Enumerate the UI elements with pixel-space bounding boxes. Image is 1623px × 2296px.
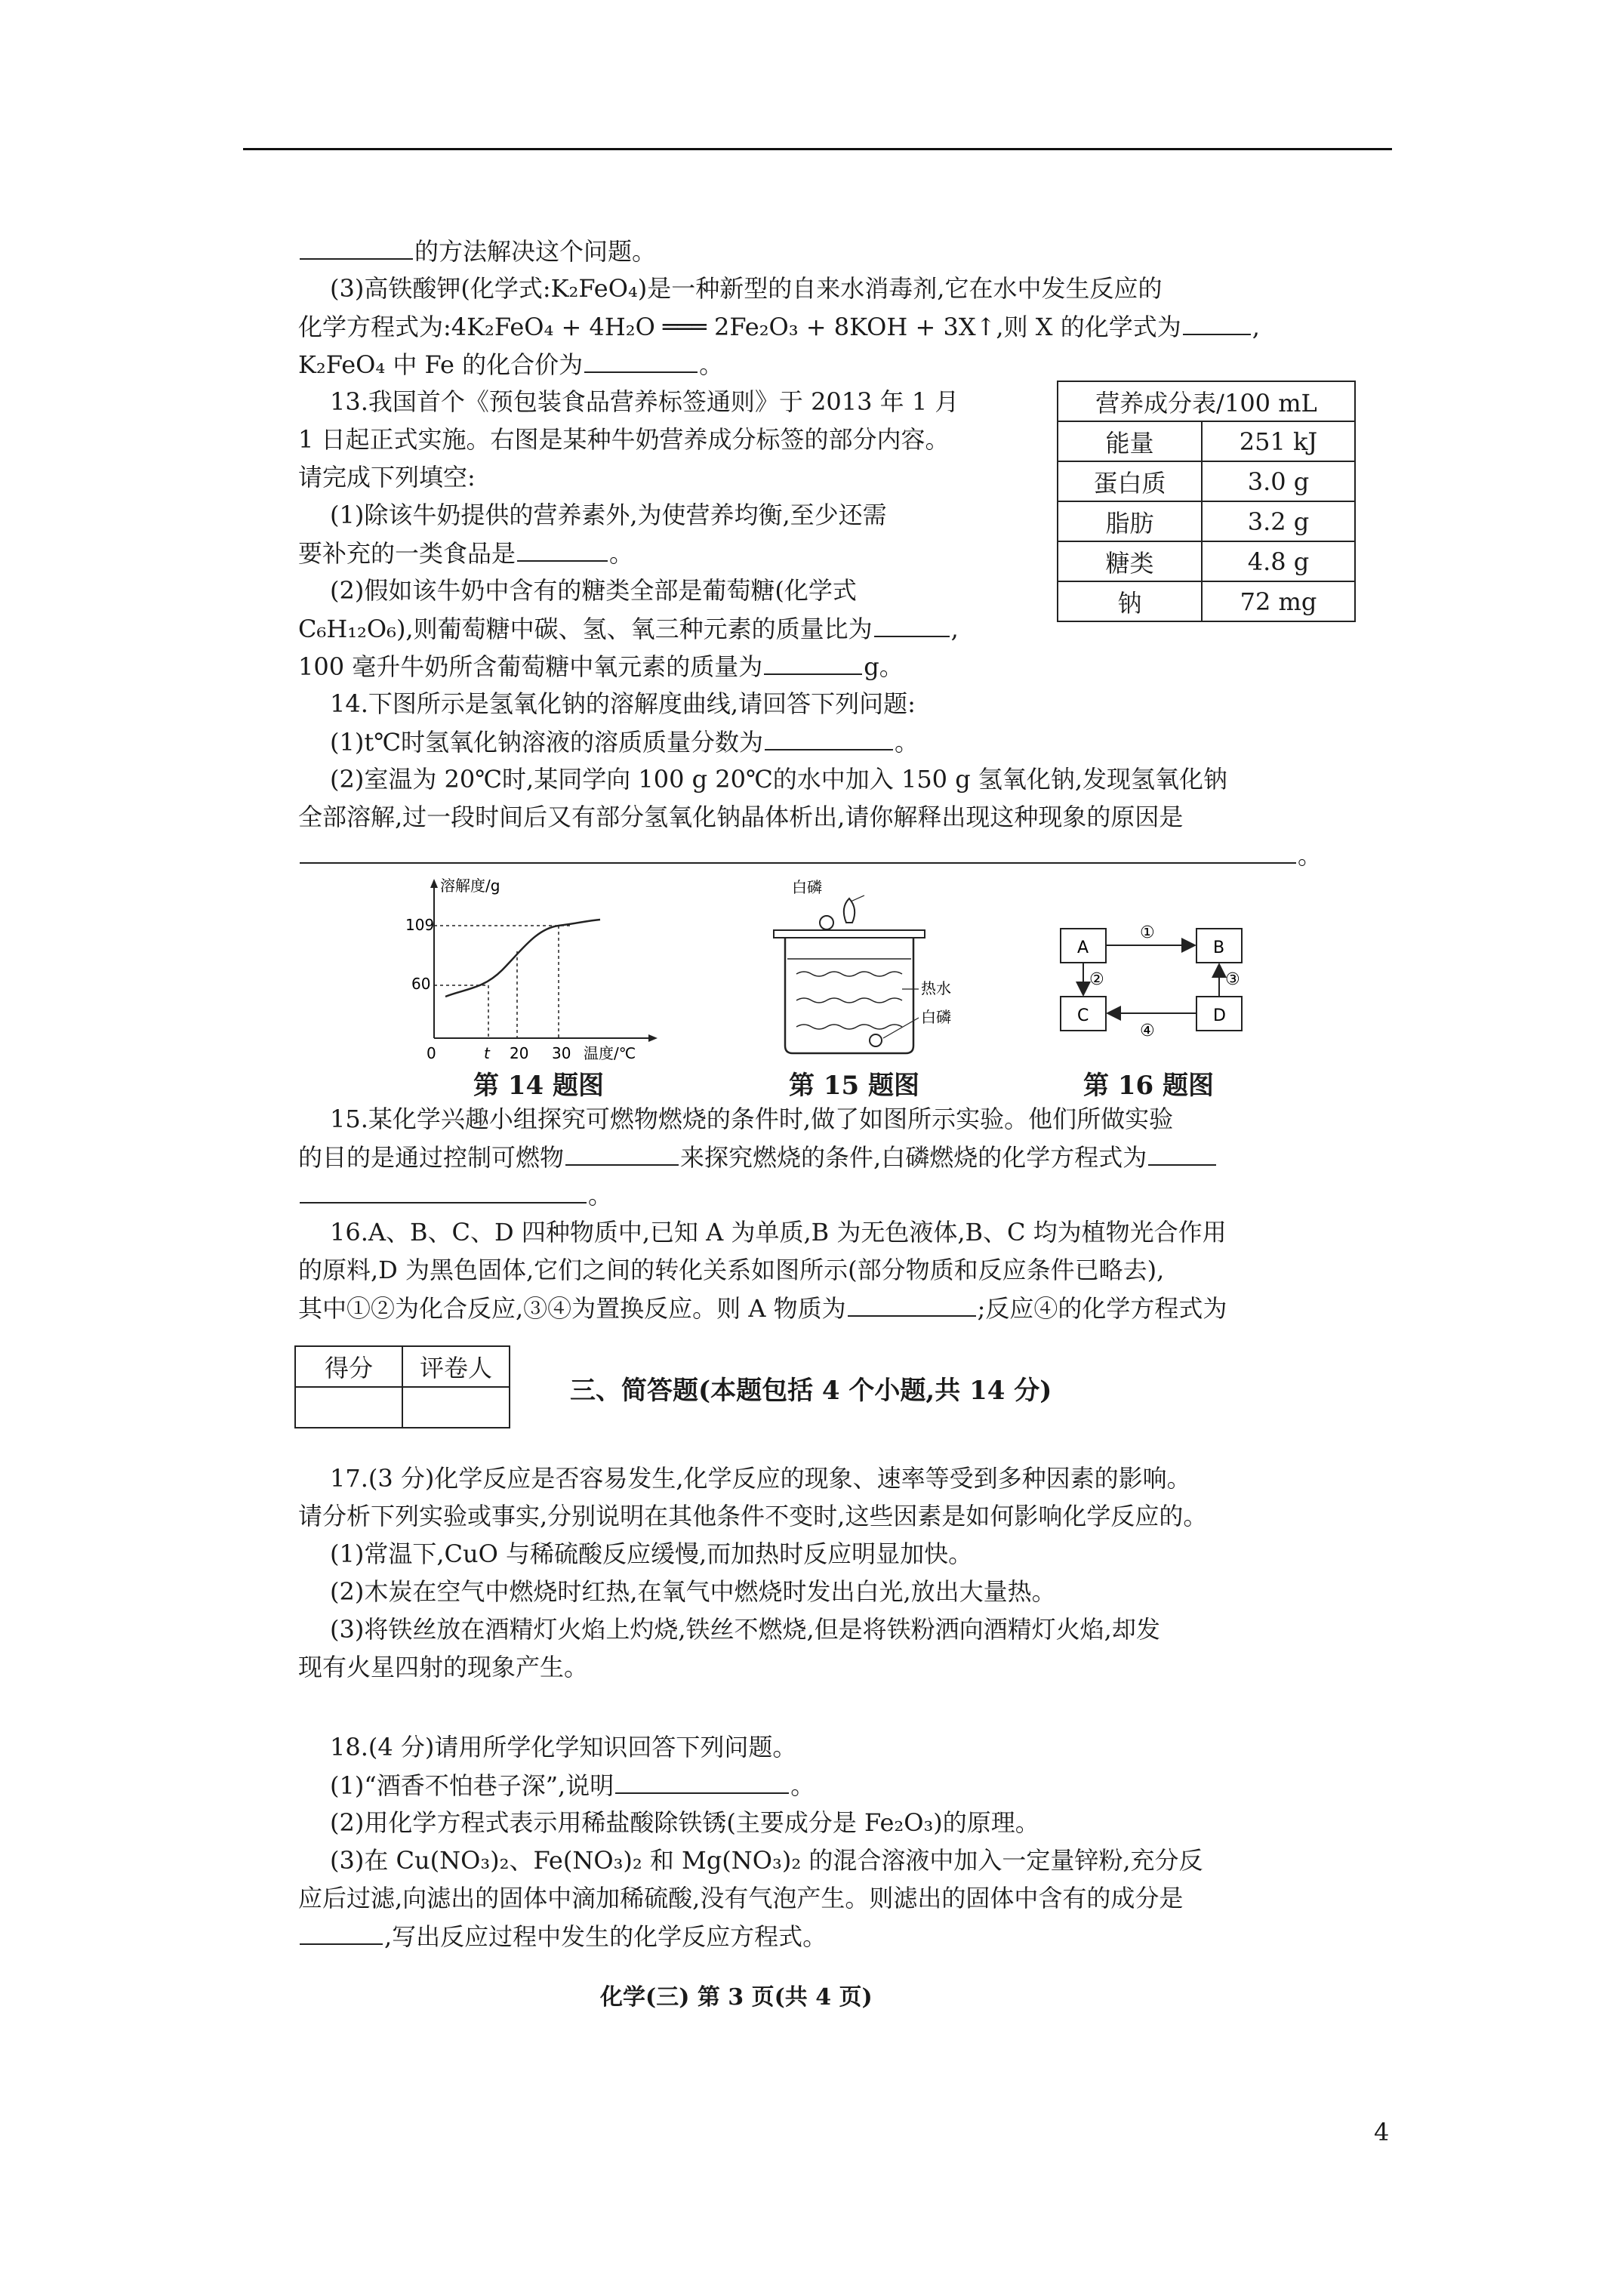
label-hot-water: 热水 — [921, 979, 951, 997]
svg-text:④: ④ — [1140, 1022, 1155, 1040]
answer-blank[interactable] — [765, 726, 893, 750]
answer-blank[interactable] — [565, 1142, 679, 1166]
label-white-phosphorus: 白磷 — [792, 878, 822, 896]
table-row: 能量 251 kJ — [1058, 421, 1355, 461]
exam-page — [298, 227, 1355, 2076]
q13-part2-line1: (2)假如该牛奶中含有的糖类全部是葡萄糖(化学式 — [330, 576, 857, 605]
answer-blank[interactable] — [300, 1179, 587, 1203]
water-wave — [796, 998, 902, 1003]
score-box: 得分 评卷人 — [294, 1345, 510, 1428]
q18-part2: (2)用化学方程式表示用稀盐酸除铁锈(主要成分是 Fe₂O₃)的原理。 — [330, 1808, 1039, 1837]
q14-part2-line3: 。 — [298, 840, 1322, 871]
q15-line2: 的目的是通过控制可燃物 来探究燃烧的条件,白磷燃烧的化学方程式为 — [298, 1142, 1218, 1173]
q18-line1: 18.(4 分)请用所学化学知识回答下列问题。 — [330, 1733, 797, 1761]
q13-line2: 1 日起正式实施。右图是某种牛奶营养成分标签的部分内容。 — [298, 425, 950, 454]
section-title: 三、简答题(本题包括 4 个小题,共 14 分) — [570, 1376, 1052, 1406]
q12-part3-line2: 化学方程式为:4K₂FeO₄ + 4H₂O ═══ 2Fe₂O₃ + 8KOH + 3X↑,则 X 的化学式为 , — [298, 313, 1260, 341]
svg-text:C: C — [1077, 1006, 1089, 1025]
q18-part3-line1: (3)在 Cu(NO₃)₂、Fe(NO₃)₂ 和 Mg(NO₃)₂ 的混合溶液中加入一定量锌粉,充分反 — [330, 1846, 1203, 1875]
answer-blank[interactable] — [300, 1921, 383, 1945]
water-wave — [796, 1025, 902, 1029]
q12-line1: 的方法解决这个问题。 — [298, 236, 656, 267]
answer-blank[interactable] — [300, 236, 413, 260]
q15-line3: 。 — [298, 1179, 612, 1210]
answer-blank[interactable] — [848, 1293, 976, 1317]
score-cell[interactable] — [295, 1387, 402, 1428]
y-tick-label: 60 — [411, 975, 431, 993]
q17-part2: (2)木炭在空气中燃烧时红热,在氧气中燃烧时发出白光,放出大量热。 — [330, 1577, 1056, 1606]
q17-part3-line1: (3)将铁丝放在酒精灯火焰上灼烧,铁丝不燃烧,但是将铁粉洒向酒精灯火焰,却发 — [330, 1615, 1160, 1644]
x-axis-label: 温度/℃ — [584, 1044, 636, 1062]
q13-part1-line2: 要补充的一类食品是 。 — [298, 539, 634, 568]
svg-text:③: ③ — [1225, 970, 1240, 989]
answer-blank[interactable] — [615, 1770, 789, 1794]
white-phosphorus — [820, 916, 833, 929]
q13-part1-line1: (1)除该牛奶提供的营养素外,为使营养均衡,至少还需 — [330, 501, 887, 529]
flame-icon — [844, 898, 855, 923]
q17-line1: 17.(3 分)化学反应是否容易发生,化学反应的现象、速率等受到多种因素的影响。 — [330, 1464, 1191, 1493]
q13-part2-line2: C₆H₁₂O₆),则葡萄糖中碳、氢、氧三种元素的质量比为 , — [298, 615, 959, 643]
q12-part3-line1: (3)高铁酸钾(化学式:K₂FeO₄)是一种新型的自来水消毒剂,它在水中发生反应的 — [330, 274, 1163, 303]
table-row: 钠 72 mg — [1058, 581, 1355, 621]
answer-blank[interactable] — [764, 651, 862, 675]
q16-line2: 的原料,D 为黑色固体,它们之间的转化关系如图所示(部分物质和反应条件已略去), — [298, 1256, 1165, 1284]
y-axis-label: 溶解度/g — [440, 877, 500, 895]
table-row: 脂肪 3.2 g — [1058, 501, 1355, 541]
label-leader — [851, 895, 864, 901]
label-white-phosphorus: 白磷 — [921, 1008, 951, 1026]
q12-part3-line3: K₂FeO₄ 中 Fe 的化合价为 。 — [298, 350, 724, 379]
nutrition-header: 营养成分表/100 mL — [1058, 381, 1355, 421]
header-rule — [243, 148, 1392, 150]
q14-part2-line1: (2)室温为 20℃时,某同学向 100 g 20℃的水中加入 150 g 氢氧化钠,发现氢氧化钠 — [330, 765, 1228, 794]
svg-text:A: A — [1077, 938, 1089, 957]
q18-part3-line2: 应后过滤,向滤出的固体中滴加稀硫酸,没有气泡产生。则滤出的固体中含有的成分是 — [298, 1884, 1184, 1912]
grader-cell[interactable] — [402, 1387, 510, 1428]
q17-part3-line2: 现有火星四射的现象产生。 — [298, 1653, 589, 1681]
table-row: 蛋白质 3.0 g — [1058, 461, 1355, 501]
x-axis-arrow — [648, 1034, 658, 1042]
answer-blank[interactable] — [1183, 311, 1251, 335]
nutrition-table — [1057, 381, 1356, 622]
water-wave — [796, 972, 902, 976]
x-tick-label: 0 — [427, 1044, 436, 1062]
svg-text:B: B — [1213, 938, 1225, 957]
svg-text:①: ① — [1140, 923, 1155, 942]
q16-line3: 其中①②为化合反应,③④为置换反应。则 A 物质为 ;反应④的化学方程式为 — [298, 1294, 1227, 1323]
table-row: 糖类 4.8 g — [1058, 541, 1355, 581]
figure-caption: 第 14 题图 — [473, 1071, 604, 1101]
q18-part3-line3: ,写出反应过程中发生的化学反应方程式。 — [298, 1921, 827, 1952]
x-tick-label: t — [484, 1044, 490, 1062]
answer-blank[interactable] — [874, 613, 950, 637]
beaker-figure — [751, 876, 978, 1065]
answer-blank[interactable] — [1148, 1142, 1216, 1166]
figure-caption: 第 16 题图 — [1083, 1071, 1214, 1101]
answer-blank[interactable] — [584, 349, 698, 373]
y-tick-label: 109 — [405, 916, 435, 934]
q15-line1: 15.某化学兴趣小组探究可燃物燃烧的条件时,做了如图所示实验。他们所做实验 — [330, 1105, 1174, 1133]
x-tick-label: 30 — [552, 1044, 571, 1062]
page-number: 4 — [1374, 2118, 1390, 2147]
transformation-diagram — [1053, 906, 1280, 1057]
beaker — [785, 938, 913, 1053]
q17-part1: (1)常温下,CuO 与稀硫酸反应缓慢,而加热时反应明显加快。 — [330, 1539, 973, 1568]
q14-part2-line2: 全部溶解,过一段时间后又有部分氢氧化钠晶体析出,请你解释出现这种现象的原因是 — [298, 803, 1184, 831]
svg-text:②: ② — [1089, 970, 1104, 989]
q13-part2-line3: 100 毫升牛奶所含葡萄糖中氧元素的质量为 g。 — [298, 652, 904, 681]
solubility-curve — [445, 920, 600, 997]
q13-line3: 请完成下列填空: — [298, 463, 476, 492]
answer-blank[interactable] — [300, 840, 1296, 864]
q14-part1: (1)t℃时氢氧化钠溶液的溶质质量分数为 。 — [330, 728, 919, 757]
x-tick-label: 20 — [510, 1044, 529, 1062]
y-axis-arrow — [430, 879, 438, 888]
q13-line1: 13.我国首个《预包装食品营养标签通则》于 2013 年 1 月 — [330, 387, 959, 416]
svg-text:D: D — [1213, 1006, 1226, 1025]
solubility-curve-figure — [404, 876, 661, 1065]
q16-line1: 16.A、B、C、D 四种物质中,已知 A 为单质,B 为无色液体,B、C 均为植物光合作用 — [330, 1218, 1227, 1247]
figure-caption: 第 15 题图 — [789, 1071, 919, 1101]
answer-blank[interactable] — [517, 538, 608, 562]
white-phosphorus-underwater — [870, 1034, 882, 1046]
page-footer: 化学(三) 第 3 页(共 4 页) — [600, 1984, 873, 2011]
copper-plate — [774, 930, 925, 938]
q17-line2: 请分析下列实验或事实,分别说明在其他条件不变时,这些因素是如何影响化学反应的。 — [298, 1502, 1208, 1530]
q14-line1: 14.下图所示是氢氧化钠的溶解度曲线,请回答下列问题: — [330, 689, 916, 718]
q18-part1: (1)“酒香不怕巷子深”,说明 。 — [330, 1771, 815, 1800]
